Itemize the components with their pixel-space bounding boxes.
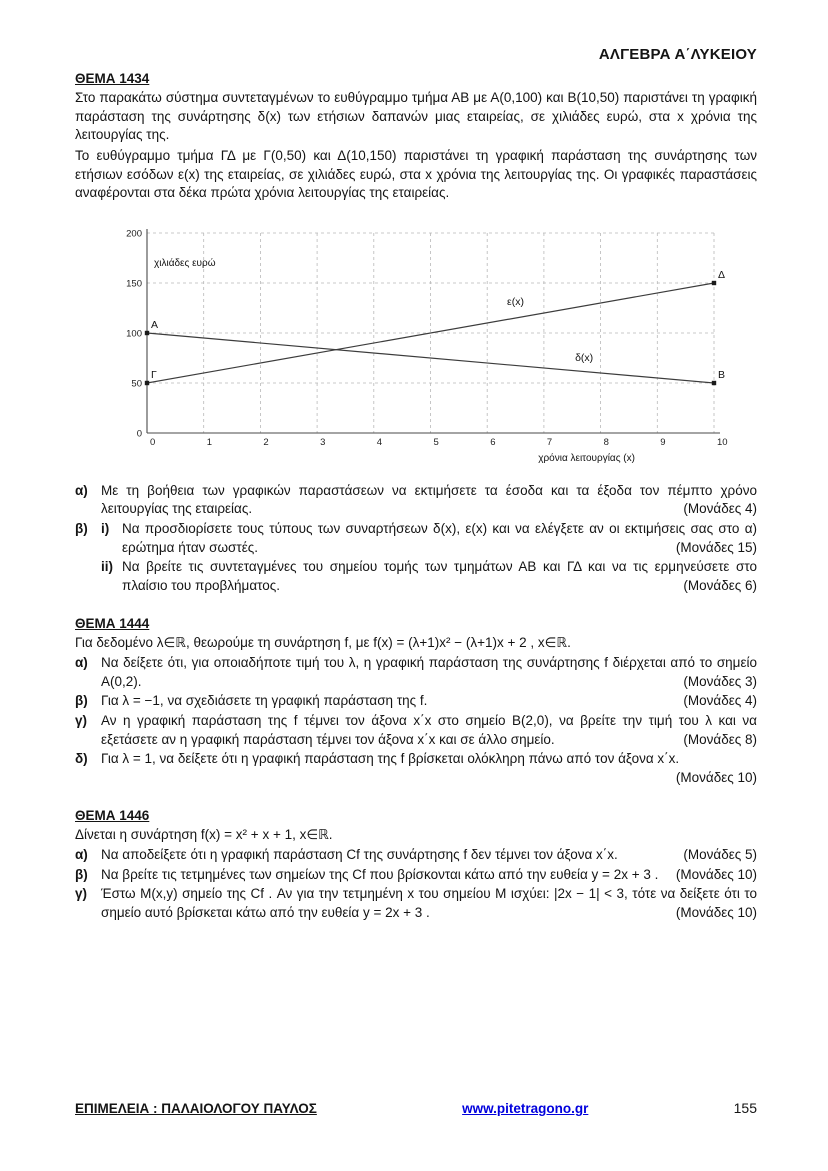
svg-text:χιλιάδες ευρώ: χιλιάδες ευρώ (154, 257, 216, 269)
svg-text:5: 5 (433, 436, 439, 448)
question-marker: α) (75, 482, 88, 498)
points-label: (Μονάδες 10) (675, 769, 757, 785)
intro-paragraph: Το ευθύγραμμο τμήμα ΓΔ με Γ(0,50) και Δ(10,150) παριστάνει τη γραφική παράσταση της συνάρτησης των ετήσιων εσόδων ε(x) της εταιρείας, σε χιλιάδες ευρώ, στα x χρόνια της λειτουργίας της. Οι γραφικές παραστάσεις αναφέρονται στα δέκα πρώτα χρόνια λειτουργίας της εταιρείας. (75, 147, 757, 201)
expenses-revenue-chart (113, 217, 733, 469)
points-label: (Μονάδες 15) (675, 539, 757, 555)
intro-paragraph: Δίνεται η συνάρτηση f(x) = x² + x + 1, x∈ℝ. (75, 826, 333, 842)
question-text: Να αποδείξετε ότι η γραφική παράσταση Cf της συνάρτησης f δεν τέμνει τον άξονα x΄x. (101, 847, 618, 863)
question-text: Με τη βοήθεια των γραφικών παραστάσεων να εκτιμήσετε τα έσοδα και τα έξοδα τον πέμπτο χρόνο λειτουργίας της εταιρείας. (101, 482, 757, 517)
question-text: Για λ = 1, να δείξετε ότι η γραφική παράσταση της f βρίσκεται ολόκληρη πάνω από τον άξονα x΄x. (101, 751, 680, 767)
svg-text:6: 6 (490, 436, 496, 448)
svg-text:8: 8 (603, 436, 609, 448)
question-marker: δ) (75, 751, 88, 767)
svg-text:ε(x): ε(x) (507, 295, 524, 308)
svg-text:Β: Β (718, 368, 726, 381)
svg-text:0: 0 (150, 436, 156, 448)
question-text: Για λ = −1, να σχεδιάσετε τη γραφική παράσταση της f. (101, 693, 428, 709)
page-number: 155 (733, 1100, 757, 1116)
points-label: (Μονάδες 8) (683, 731, 757, 747)
thema-title: ΘΕΜΑ 1444 (75, 615, 150, 631)
page-content (75, 46, 757, 924)
question-item (75, 482, 757, 519)
points-label: (Μονάδες 3) (683, 673, 757, 689)
question-text: Αν η γραφική παράσταση της f τέμνει τον άξονα x΄x στο σημείο Β(2,0), να βρείτε την τιμή του λ και να εξετάσετε αν η γραφική παράσταση τέμνει τον άξονα x΄x και σε άλλο σημείο. (101, 713, 757, 747)
question-item (75, 692, 757, 711)
intro-paragraph: Στο παρακάτω σύστημα συντεταγμένων το ευθύγραμμο τμήμα ΑΒ με Α(0,100) και Β(10,50) παριστάνει τη γραφική παράσταση της συνάρτησης δ(x) των ετήσιων δαπανών μιας εταιρείας, σε χιλιάδες ευρώ, στα x χρόνια της λειτουργίας της. (75, 90, 757, 143)
intro-paragraph: Για δεδομένο λ∈ℝ, θεωρούμε τη συνάρτηση f, με f(x) = (λ+1)x² − (λ+1)x + 2 , x∈ℝ. (75, 634, 571, 650)
svg-text:Γ: Γ (151, 368, 157, 381)
svg-text:150: 150 (126, 278, 142, 290)
question-marker: α) (75, 847, 88, 863)
question-text: Να προσδιορίσετε τους τύπους των συναρτήσεων δ(x), ε(x) και να ελέγξετε αν οι εκτιμήσεις σας στο α) ερώτημα ήταν σωστές. (122, 521, 757, 555)
svg-text:50: 50 (131, 378, 142, 390)
question-marker: γ) (75, 713, 88, 728)
svg-text:χρόνια λειτουργίας (x): χρόνια λειτουργίας (x) (538, 452, 635, 464)
question-text: Να βρείτε τις τετμημένες των σημείων της Cf που βρίσκονται κάτω από την ευθεία y = 2x + 3 . (101, 866, 659, 882)
points-label: (Μονάδες 4) (683, 501, 757, 517)
thema-title: ΘΕΜΑ 1434 (75, 71, 150, 86)
points-label: (Μονάδες 10) (675, 905, 757, 920)
points-label: (Μονάδες 4) (683, 693, 757, 709)
svg-text:4: 4 (376, 436, 383, 448)
question-marker: β) (75, 866, 88, 882)
question-item (75, 750, 757, 787)
question-item (75, 520, 757, 557)
svg-text:7: 7 (546, 436, 553, 448)
question-text: Έστω Μ(x,y) σημείο της Cf . Αν για την τετμημένη x του σημείου Μ ισχύει: |2x − 1| < 3, τότε να δείξετε ότι το σημείο αυτό βρίσκεται κάτω από την ευθεία y = 2x + 3 . (101, 886, 757, 920)
question-item (75, 654, 757, 691)
svg-text:0: 0 (136, 428, 142, 440)
svg-text:δ(x): δ(x) (575, 351, 594, 364)
footer (75, 1100, 757, 1116)
section-thema-1434 (75, 71, 757, 596)
svg-text:Α: Α (151, 318, 159, 331)
section-thema-1444 (75, 616, 757, 788)
svg-text:100: 100 (126, 328, 142, 340)
points-label: (Μονάδες 5) (683, 847, 757, 863)
svg-text:Δ: Δ (718, 268, 726, 281)
question-submarker: ii) (101, 559, 113, 575)
question-text: Να βρείτε τις συντεταγμένες του σημείου τομής των τμημάτων ΑΒ και ΓΔ και να τις ερμηνεύσετε στο πλαίσιο του προβλήματος. (122, 559, 757, 593)
question-item (75, 846, 757, 865)
question-marker: β) (75, 693, 88, 709)
svg-text:2: 2 (263, 436, 269, 448)
points-label: (Μονάδες 6) (683, 577, 757, 593)
section-thema-1446 (75, 808, 757, 923)
question-text: Να δείξετε ότι, για οποιαδήποτε τιμή του λ, η γραφική παράσταση της συνάρτησης f διέρχεται από το σημείο Α(0,2). (101, 655, 757, 689)
footer-author: ΕΠΙΜΕΛΕΙΑ : ΠΑΛΑΙΟΛΟΓΟΥ ΠΑΥΛΟΣ (75, 1101, 317, 1116)
svg-text:3: 3 (320, 436, 326, 448)
question-marker: γ) (75, 886, 88, 902)
thema-title: ΘΕΜΑ 1446 (75, 807, 150, 823)
line-chart (113, 217, 757, 472)
question-marker: α) (75, 655, 88, 671)
svg-text:10: 10 (717, 436, 728, 448)
question-item (75, 712, 757, 749)
svg-text:9: 9 (660, 436, 666, 448)
points-label: (Μονάδες 10) (675, 866, 757, 882)
footer-website-link[interactable]: www.pitetragono.gr (462, 1101, 589, 1116)
question-item (101, 558, 757, 595)
question-submarker: i) (101, 521, 110, 536)
question-item (75, 866, 757, 885)
svg-text:200: 200 (126, 228, 142, 240)
question-marker: β) (75, 521, 88, 536)
question-item (75, 885, 757, 922)
page-title: ΑΛΓΕΒΡΑ Α΄ΛΥΚΕΙΟΥ (598, 46, 757, 63)
svg-text:1: 1 (206, 436, 212, 448)
